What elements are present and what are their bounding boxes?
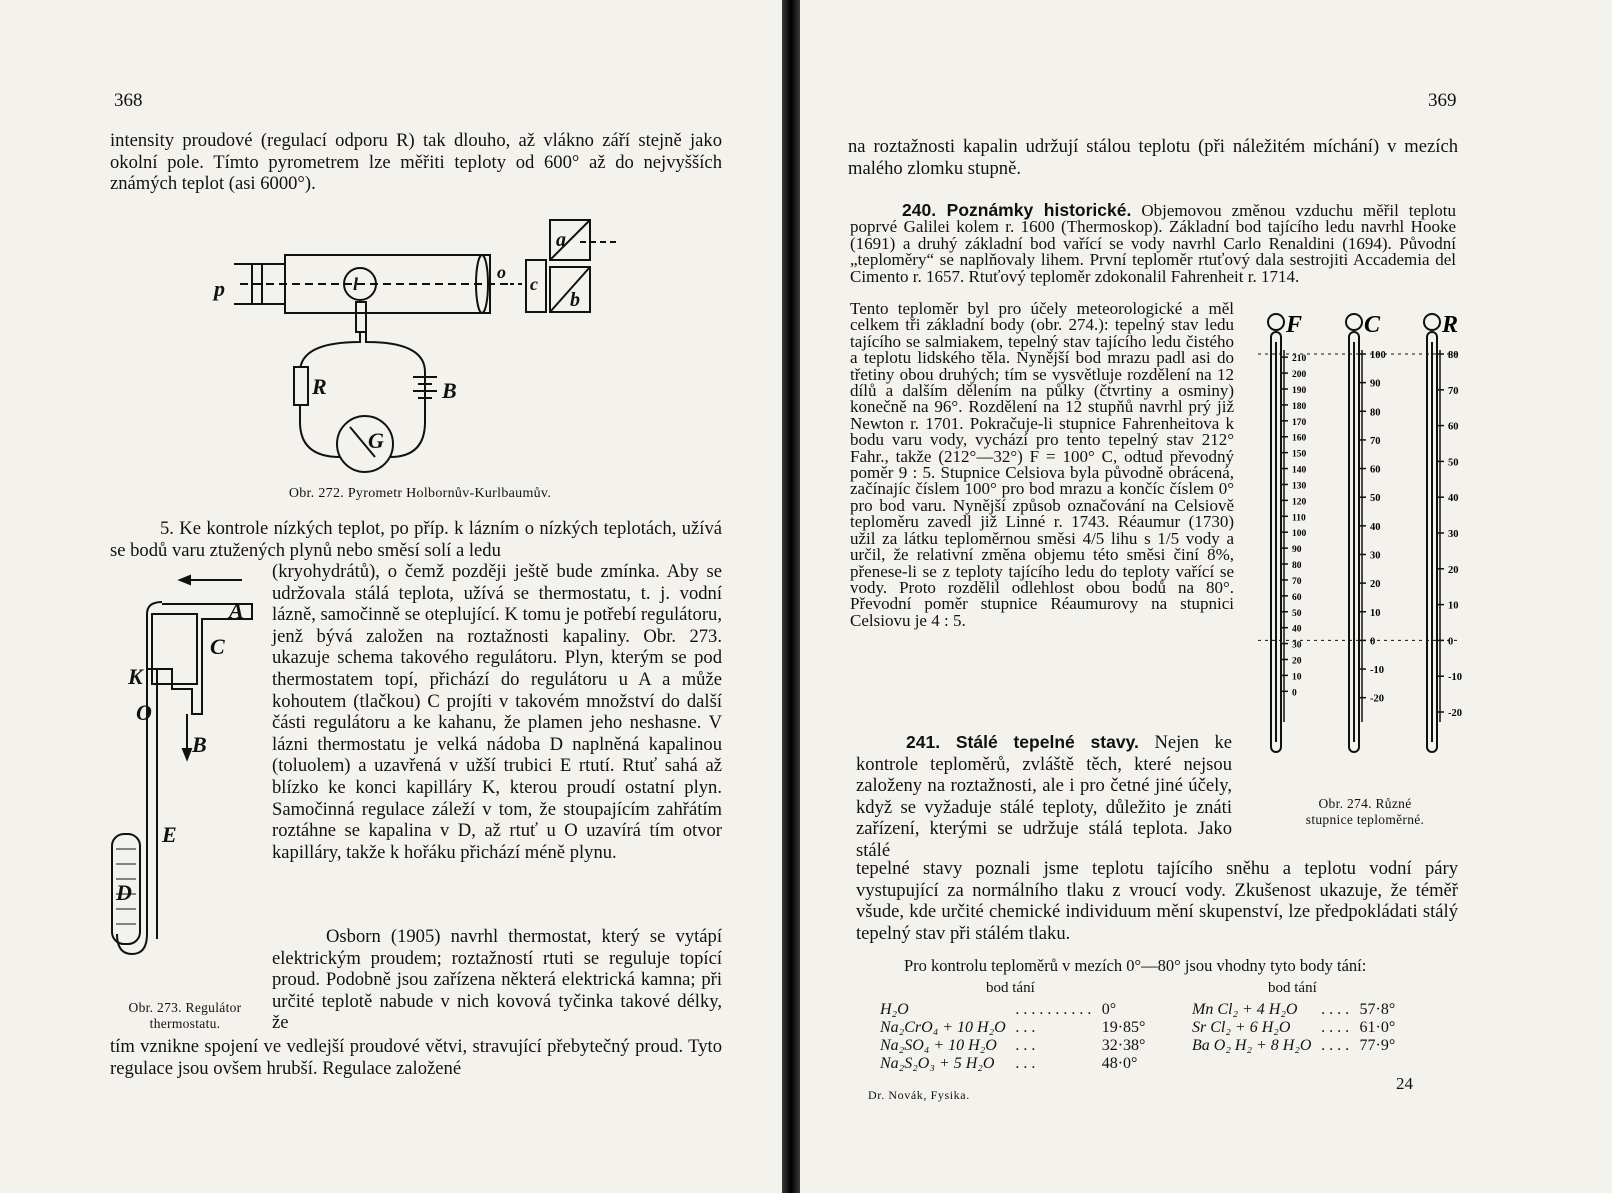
- dots-cell: . . . .: [1321, 1001, 1350, 1018]
- scale-tick-label: 50: [1370, 493, 1381, 505]
- scale-tick-label: 70: [1370, 435, 1381, 447]
- section-241-heading: 241. Stálé tepelné stavy.: [906, 732, 1139, 752]
- substance-cell: Na₂CrO₄ + 10 H₂O: [880, 1019, 1006, 1036]
- dots-cell: . . . . . . . . . .: [1015, 1001, 1092, 1018]
- table-row: [1188, 1020, 1399, 1036]
- left-page: [0, 0, 782, 1193]
- scale-tick-label: 10: [1370, 607, 1381, 619]
- scale-tick-label: 60: [1370, 464, 1381, 476]
- figure-274-thermometers: [1256, 302, 1466, 792]
- table-row: [1188, 1002, 1399, 1018]
- figure-272-caption: Obr. 272. Pyrometr Holbornův-Kurlbaumův.: [288, 486, 552, 501]
- label-K: K: [128, 664, 143, 689]
- label-D: D: [116, 880, 132, 905]
- scale-tick-label: 140: [1292, 465, 1307, 476]
- paragraph-5-start: 5. Ke kontrole nízkých teplot, po příp. k lázním o nízkých teplotách, užívá se bodů varu ztužených plynů nebo směsí solí a ledu: [110, 518, 722, 561]
- scale-tick-label: 0: [1292, 688, 1297, 699]
- scale-tick-label: 30: [1448, 529, 1459, 540]
- substance-cell: Mn Cl₂ + 4 H₂O: [1192, 1001, 1298, 1018]
- figure-272-pyrometer-diagram: [210, 212, 630, 482]
- label-o: o: [497, 262, 506, 282]
- scale-tick-label: 80: [1448, 350, 1459, 361]
- scale-tick-label: 200: [1292, 370, 1307, 381]
- figure-273-regulator-diagram: [102, 574, 262, 974]
- scale-tick-label: 0: [1448, 636, 1454, 648]
- scale-tick-label: 40: [1370, 521, 1381, 533]
- paragraph-osborn-end: tím vznikne spojení ve vedlejší proudové větvi, stravující přebytečný proud. Tyto regulace jsou ovšem hrubší. Regulace založené: [110, 1036, 722, 1079]
- label-p: p: [214, 276, 225, 301]
- table-row: [876, 1002, 1149, 1018]
- figure-273-caption-line2: thermostatu.: [149, 1016, 221, 1031]
- scale-tick-label: 80: [1292, 561, 1302, 572]
- value-cell: 19·85°: [1101, 1019, 1146, 1036]
- section-241-wrap: [856, 732, 1232, 862]
- resistor-R: [294, 367, 308, 405]
- substance-cell: H₂O: [880, 1001, 909, 1018]
- paragraph-top: na roztažnosti kapalin udržují stálou teplotu (při náležitém míchání) v mezích malého zlomku stupně.: [848, 136, 1458, 179]
- section-241-text-wrap: Nejen ke kontrole teploměrů, zvláště těch, které nejsou založeny na roztažnosti, ale i pro četné jiné účely, když se vyžaduje stálé teploty, důležito je znáti zařízení, kterými se udržuje stálá teplota. Jako stálé: [856, 732, 1232, 861]
- section-240-wrap-text: Tento teploměr byl pro účely meteorologické a měl celkem tři základní body (obr. 274.): tepelný stav ledu tajícího se salmiakem, tepelný stav tajícího ledu čistého a teplotu lidského těla. Nynější bod mrazu padl asi do třetiny obou druhých; tím se vysvětluje rozdělení na 12 dílů a dalším dělením na půlky (čtvrtiny a osminy) konečně na 96°. Rozdělení na 12 stupňů navrhl prý již Newton r. 1701. Pokračuje-li stupnice Fahrenheitova k bodu varu vody, vychází pro tento tepelný stav 212° Fahr., takže (212°—32°) F = 100° C, odtud převodný poměr 9 : 5. Stupnice Celsiova byla původně obrácená, začínajíc číslem 100° pro bod mrazu a končíc číslem 0° pro bod varu. Nynější způsob označování na Celsiově teploměru zavedl již Linné r. 1743. Réaumur (1730) užil za látku teploměrnou směsi 4/5 lihu s 1/5 vody a určil, že relativní změna objemu této směsi činí 8%, přenese-li se z teploty tajícího ledu do teploty vařící se vody. Proto rozdělil odlehlost obou bodů na 80°. Převodní poměr stupnice Réaumurovy na stupnici Celsiovu je 4 : 5.: [850, 299, 1234, 630]
- regulator-chamber-C: [152, 614, 197, 684]
- dots-cell: . . .: [1015, 1055, 1036, 1072]
- value-cell: 77·9°: [1359, 1037, 1396, 1054]
- table-row: [876, 1038, 1149, 1054]
- thermometer-top-loop: [1424, 314, 1440, 330]
- thermometer-scale-label: F: [1286, 312, 1303, 338]
- scale-tick-label: 80: [1370, 407, 1381, 419]
- scale-tick-label: 190: [1292, 386, 1307, 397]
- label-B: B: [192, 732, 207, 757]
- scale-tick-label: 110: [1292, 513, 1306, 524]
- section-240-intro: [850, 202, 1456, 285]
- thermometer-scale-label: R: [1442, 312, 1459, 338]
- value-cell: 32·38°: [1101, 1037, 1146, 1054]
- thermometer-top-loop: [1268, 314, 1284, 330]
- thermometer-f: [1268, 312, 1307, 752]
- scale-tick-label: 120: [1292, 497, 1307, 508]
- scale-tick-label: 40: [1448, 493, 1459, 505]
- footer-signature-number: 24: [1396, 1074, 1413, 1093]
- scale-tick-label: 170: [1292, 417, 1307, 428]
- table-header-left: bod tání: [986, 980, 1035, 996]
- scale-tick-label: -10: [1370, 665, 1384, 677]
- label-O: O: [136, 700, 152, 725]
- scale-tick-label: 100: [1370, 350, 1386, 361]
- scale-tick-label: 210: [1292, 354, 1307, 365]
- melting-points-table-left: [874, 1000, 1151, 1074]
- substance-cell: Na₂S₂O₃ + 5 H₂O: [880, 1055, 995, 1072]
- right-page: [800, 0, 1612, 1193]
- scale-tick-label: 20: [1370, 579, 1381, 591]
- melting-points-table-right: [1186, 1000, 1401, 1056]
- scale-tick-label: 50: [1448, 457, 1459, 469]
- scale-tick-label: 40: [1292, 624, 1302, 635]
- table-row: [876, 1020, 1149, 1036]
- label-R: R: [312, 374, 327, 399]
- scale-tick-label: 130: [1292, 481, 1307, 492]
- scale-tick-label: 90: [1370, 378, 1381, 390]
- section-241-text-full: tepelné stavy poznali jsme teplotu tajícího sněhu a teplotu vodní páry vystupující za normálního tlaku z vroucí vody. Zkušenost ukazuje, že téměř všude, kde určité chemické individuum mění skupenství, lze předpokládati stálý tepelný stav při stálém tlaku.: [856, 858, 1458, 944]
- label-c: c: [530, 274, 538, 294]
- table-row: [876, 1056, 1149, 1072]
- scale-tick-label: 30: [1292, 640, 1302, 651]
- scale-tick-label: 100: [1292, 529, 1307, 540]
- thermometer-r: [1424, 312, 1462, 752]
- label-B: B: [442, 378, 457, 403]
- label-E: E: [162, 822, 177, 847]
- thermometer-top-loop: [1346, 314, 1362, 330]
- label-b: b: [570, 289, 580, 311]
- dots-cell: . . .: [1015, 1019, 1036, 1036]
- figure-273-caption: [106, 1000, 264, 1032]
- value-cell: 0°: [1101, 1001, 1117, 1018]
- label-a: a: [556, 229, 566, 251]
- figure-274-caption: [1270, 796, 1460, 828]
- scale-tick-label: -20: [1448, 708, 1462, 719]
- value-cell: 48·0°: [1101, 1055, 1138, 1072]
- scale-tick-label: -20: [1370, 693, 1384, 705]
- figure-273-caption-line1: Obr. 273. Regulátor: [128, 1000, 242, 1015]
- scale-tick-label: 20: [1292, 656, 1302, 667]
- thermometer-c: [1346, 312, 1386, 752]
- substance-cell: Ba O₂ H₂ + 8 H₂O: [1192, 1037, 1312, 1054]
- paragraph-5-wrap: (kryohydrátů), o čemž později ještě bude zmínka. Aby se udržovala stálá teplota, užívá se thermostatu, t. j. vodní lázně, samočinně se oteplující. K tomu je potřebí regulátoru, jenž bývá založen na roztažnosti kapaliny. Obr. 273. ukazuje schema takového regulátoru. Plyn, kterým se pod thermostatem topí, přichází do regulátoru u A a může kohoutem (tlačkou) C projíti v takovém množství do další části regulátoru a ke kahanu, že plamen jeho neshasne. V lázni thermostatu je velká nádoba D naplněná kapalinou (toluolem) a uzavřená v užší trubici E rtutí. Rtuť sahá až blízko ke konci kapilláry K, kterou proudí ostatní plyn. Samočinná regulace záleží v tom, že stoupajícím zahřátím roztáhne se kapalina v D, až rtuť u O uzavírá tím otvor kapilláry, takže k hořáku přichází méně plynu.: [272, 561, 722, 863]
- substance-cell: Sr Cl₂ + 6 H₂O: [1192, 1019, 1291, 1036]
- scale-tick-label: 0: [1370, 636, 1376, 648]
- section-240-heading: 240. Poznámky historické.: [902, 200, 1132, 220]
- scale-tick-label: 90: [1292, 545, 1302, 556]
- figure-274-caption-line2: stupnice teploměrné.: [1305, 812, 1425, 827]
- dots-cell: . . .: [1015, 1037, 1036, 1054]
- scale-tick-label: 70: [1448, 385, 1459, 397]
- scale-tick-label: 50: [1292, 608, 1302, 619]
- scale-tick-label: 60: [1292, 592, 1302, 603]
- label-l: l: [353, 274, 359, 294]
- scale-tick-label: 10: [1448, 600, 1459, 612]
- scale-tick-label: 180: [1292, 401, 1307, 412]
- scale-tick-label: 160: [1292, 433, 1307, 444]
- scale-tick-label: 10: [1292, 672, 1302, 683]
- footer-author: Dr. Novák, Fysika.: [868, 1088, 970, 1102]
- label-G: G: [368, 428, 384, 453]
- page-number-left: 368: [114, 90, 143, 111]
- scale-tick-label: 20: [1448, 564, 1459, 576]
- table-header-right: bod tání: [1268, 980, 1317, 996]
- paragraph-intro: intensity proudové (regulací odporu R) tak dlouho, až vlákno září stejně jako okolní pole. Tímto pyrometrem lze měřiti teploty od 600° až do nejvyšších známých teplot (asi 6000°).: [110, 130, 722, 195]
- scale-tick-label: 70: [1292, 576, 1302, 587]
- dots-cell: . . . .: [1321, 1019, 1350, 1036]
- scale-tick-label: 30: [1370, 550, 1381, 562]
- paragraph-osborn-wrap: Osborn (1905) navrhl thermostat, který se vytápí elektrickým proudem; roztažností rtuti se reguluje topící proud. Podobně jsou zařízena některá elektrická kamna; při určité teplotě nabude v nich kovová tyčinka takové délky, že: [272, 926, 722, 1034]
- scale-tick-label: -10: [1448, 672, 1462, 684]
- table-intro: Pro kontrolu teploměrů v mezích 0°—80° jsou vhodny tyto body tání:: [904, 956, 1367, 975]
- label-C: C: [210, 634, 225, 659]
- label-A: A: [229, 598, 244, 623]
- substance-cell: Na₂SO₄ + 10 H₂O: [880, 1037, 997, 1054]
- book-gutter: [782, 0, 800, 1193]
- table-row: [1188, 1038, 1399, 1054]
- value-cell: 61·0°: [1359, 1019, 1396, 1036]
- dots-cell: . . . .: [1321, 1037, 1350, 1054]
- scale-tick-label: 60: [1448, 421, 1459, 433]
- value-cell: 57·8°: [1359, 1001, 1396, 1018]
- thermometer-scale-label: C: [1364, 312, 1381, 338]
- section-240-text: Objemovou změnou vzduchu měřil teplotu poprvé Galilei kolem r. 1600 (Thermoskop). Základní bod tajícího ledu navrhl Hooke (1691) a druhý základní bod vařící se vody navrhl Carlo Renaldini (1694). Původní „teploměry“ se naplňovaly lihem. První teploměr rtuťový dala sestrojiti Accademia del Cimento r. 1657. Rtuťový teploměr zdokonalil Fahrenheit r. 1714.: [850, 201, 1457, 286]
- scale-tick-label: 150: [1292, 449, 1307, 460]
- page-number-right: 369: [1428, 90, 1457, 111]
- figure-274-caption-line1: Obr. 274. Různé: [1318, 796, 1412, 811]
